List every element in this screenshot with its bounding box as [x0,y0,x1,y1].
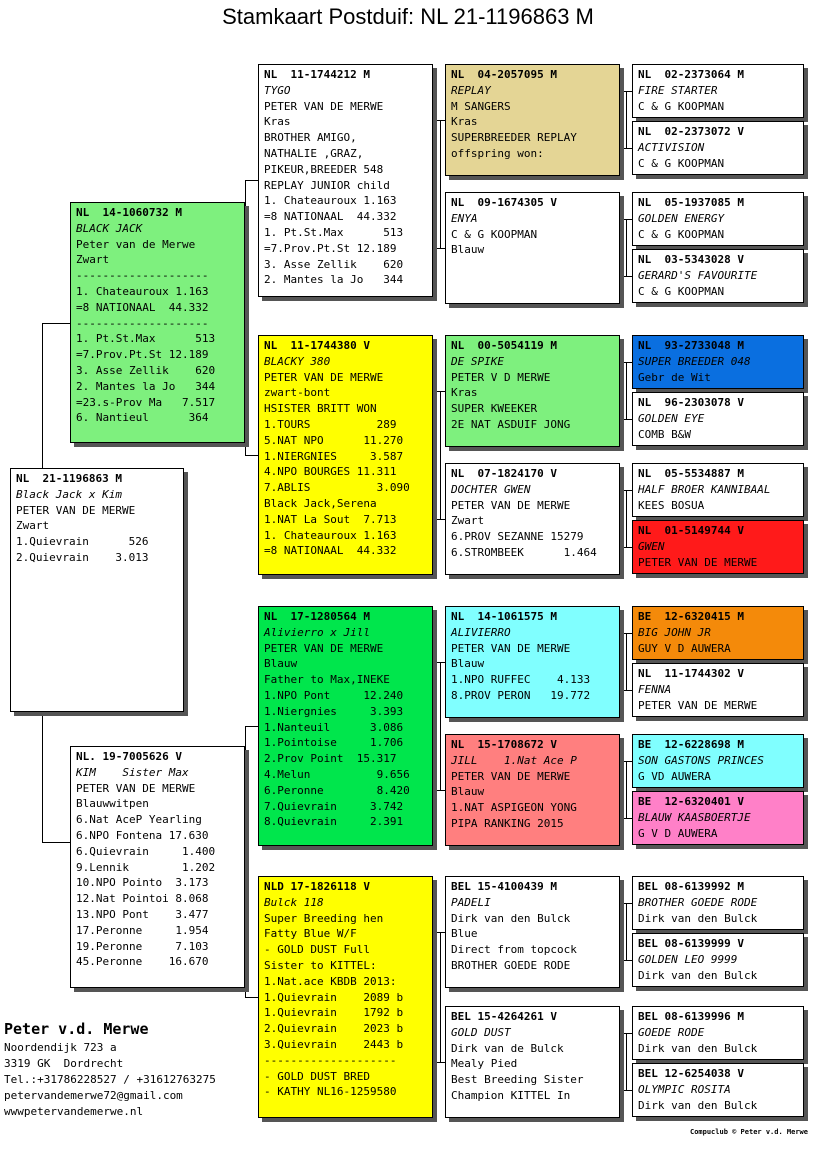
ring-number: BEL 08-6139996 M [638,1010,744,1023]
card-line: 7.ABLIS 3.090 [264,481,410,495]
ring-number: NL 11-1744302 V [638,667,744,680]
pedigree-card-g15 [632,1006,804,1060]
pedigree-card-g14 [632,933,804,987]
card-line: PETER VAN DE MERWE [264,641,384,655]
card-line: 2.Prov Point 15.317 [264,752,397,766]
connector-line [433,519,445,520]
card-line: HSISTER BRITT WON [264,402,377,416]
connector-line [433,790,445,791]
card-line: 12.Nat Pointoi 8.068 [76,892,209,906]
card-line: PETER VAN DE MERWE [451,498,571,512]
card-line: Dirk van den Bulck [638,1098,758,1112]
ring-number: NLD 17-1826118 V [264,880,370,893]
pedigree-card-subject [10,468,184,712]
connector-line [626,633,627,690]
connector-line [626,219,627,276]
pigeon-name: GERARD'S FAVOURITE [638,268,758,282]
pedigree-card-ss [258,64,433,297]
card-line: 13.NPO Pont 3.477 [76,907,209,921]
connector-line [245,726,246,997]
pedigree-card-g5 [632,335,804,389]
ring-number: NL 11-1744380 V [264,339,370,352]
card-line: -------------------- [264,1053,397,1067]
card-line: C & G KOOPMAN [638,99,725,113]
ring-number: NL 09-1674305 V [451,196,557,209]
card-line: 1. Pt.St.Max 513 [76,332,216,346]
card-line: 1.Quievrain 2089 b [264,990,404,1004]
connector-line [440,932,441,1062]
card-line: 1. Pt.St.Max 513 [264,225,404,239]
pedigree-card-g16 [632,1063,804,1117]
card-line: Dirk van den Bulck [638,1041,758,1055]
pedigree-card-sds [445,335,620,447]
pigeon-name: REPLAY [451,83,491,97]
ring-number: NL 03-5343028 V [638,253,744,266]
card-line: 5.NAT NPO 11.270 [264,433,404,447]
card-line: - KATHY NL16-1259580 [264,1085,397,1099]
pigeon-name: GOLDEN ENERGY [638,211,725,225]
pigeon-name: BLACK JACK [76,221,143,235]
card-line: 6.PROV SEZANNE 15279 [451,530,584,544]
breeder-contact [4,1018,216,1120]
connector-line [433,1062,445,1063]
pedigree-card-dsd [445,734,620,846]
card-line: 1. Chateauroux 1.163 [264,528,397,542]
ring-number: NL 96-2303078 V [638,396,744,409]
connector-line [42,712,43,842]
card-line: =23.s-Prov Ma 7.517 [76,395,216,409]
card-line: Dirk van den Bulck [451,911,571,925]
ring-number: NL 01-5149744 V [638,524,744,537]
card-line: Champion KITTEL In [451,1088,571,1102]
pedigree-card-g9 [632,606,804,660]
card-line: PIPA RANKING 2015 [451,816,564,830]
card-line: PETER VAN DE MERWE [76,781,196,795]
card-line: G VD AUWERA [638,769,711,783]
connector-line [620,276,632,277]
ring-number: NL 07-1824170 V [451,467,557,480]
ring-number: NL 02-2373064 M [638,68,744,81]
card-line: 19.Peronne 7.103 [76,939,209,953]
card-line: Kras [451,386,478,400]
pedigree-card-sd [258,335,433,575]
card-line: 1.Quievrain 1792 b [264,1006,404,1020]
card-line: 2. Mantes la Jo 344 [76,379,216,393]
connector-line [620,148,632,149]
card-line: 1.NPO Pont 12.240 [264,688,404,702]
card-line: Blauw [264,657,298,671]
card-line: =8 NATIONAAL 44.332 [264,544,397,558]
card-line: Gebr de Wit [638,370,711,384]
connector-line [433,120,445,121]
pigeon-name: ENYA [451,211,478,225]
card-line: 6.STROMBEEK 1.464 [451,545,597,559]
connector-line [433,662,445,663]
connector-line [626,903,627,960]
connector-line [620,547,632,548]
ring-number: NL 05-5534887 M [638,467,744,480]
connector-line [433,932,445,933]
connector-line [620,419,632,420]
connector-line [433,248,445,249]
card-line: KEES BOSUA [638,498,705,512]
ring-number: BEL 08-6139999 V [638,937,744,950]
card-line: Sister to KITTEL: [264,958,377,972]
card-line: 1.Nanteuil 3.086 [264,720,404,734]
card-line: Black Jack,Serena [264,496,377,510]
connector-line [620,960,632,961]
card-line: Zwart [76,253,110,267]
card-line: Blauw [451,657,485,671]
pigeon-name: SUPER BREEDER 048 [638,354,751,368]
pigeon-name: OLYMPIC ROSITA [638,1082,731,1096]
card-line: 1.NAT ASPIGEON YONG [451,801,577,815]
card-line: BROTHER AMIGO, [264,131,357,145]
card-line: 8.PROV PERON 19.772 [451,688,591,702]
card-line: 1.TOURS 289 [264,417,397,431]
card-line: NATHALIE ,GRAZ, [264,146,364,160]
card-line: GUY V D AUWERA [638,641,731,655]
pigeon-name: GOEDE RODE [638,1025,705,1039]
card-line: =8 NATIONAAL 44.332 [264,210,397,224]
pigeon-name: ACTIVISION [638,140,705,154]
pigeon-name: GOLD DUST [451,1025,511,1039]
pedigree-card-g8 [632,520,804,574]
pedigree-card-dds [445,876,620,988]
ring-number: NL 14-1061575 M [451,610,557,623]
card-line: - GOLD DUST Full [264,943,370,957]
connector-line [42,842,70,843]
card-line: 1. Chateauroux 1.163 [76,284,209,298]
card-line: PETER VAN DE MERWE [264,99,384,113]
card-line: PIKEUR,BREEDER 548 [264,162,384,176]
connector-line [42,323,43,469]
card-line: =8 NATIONAAL 44.332 [76,300,209,314]
card-line: 1. Chateauroux 1.163 [264,194,397,208]
card-line: Dirk van den Bulck [638,968,758,982]
card-line: 9.Lennik 1.202 [76,860,216,874]
card-line: 2.Quievrain 3.013 [16,550,149,564]
pigeon-name: GOLDEN LEO 9999 [638,952,738,966]
card-line: 1.Niergnies 3.393 [264,704,404,718]
card-line: Dirk van den Bulck [638,911,758,925]
pigeon-name: Black Jack x Kim [16,487,122,501]
ring-number: BEL 15-4100439 M [451,880,557,893]
card-line: 1.Quievrain 526 [16,535,149,549]
connector-line [245,455,258,456]
card-line: REPLAY JUNIOR child [264,178,390,192]
card-line: Father to Max,INEKE [264,673,390,687]
card-line: offspring won: [451,146,544,160]
card-line: 4.NPO BOURGES 11.311 [264,465,397,479]
pigeon-name: DOCHTER GWEN [451,482,531,496]
connector-line [620,690,632,691]
card-line: 2E NAT ASDUIF JONG [451,417,571,431]
ring-number: BE 12-6320415 M [638,610,744,623]
pedigree-card-sss [445,64,620,176]
card-line: 3. Asse Zellik 620 [76,363,216,377]
card-line: Fatty Blue W/F [264,927,357,941]
pedigree-card-g6 [632,392,804,446]
connector-line [245,997,258,998]
credit-text: Compuclub © Peter v.d. Merwe [689,1128,808,1136]
card-line: PETER VAN DE MERWE [451,769,571,783]
connector-line [620,1090,632,1091]
pedigree-card-ssd [445,192,620,304]
pigeon-name: FENNA [638,682,672,696]
pedigree-card-g1 [632,64,804,118]
pigeon-name: BIG JOHN JR [638,625,711,639]
ring-number: BE 12-6228698 M [638,738,744,751]
card-line: 1.NPO RUFFEC 4.133 [451,673,591,687]
pedigree-card-dam [70,746,245,988]
connector-line [440,391,441,519]
connector-line [440,120,441,248]
card-line: Blue [451,927,478,941]
card-line: PETER V D MERWE [451,370,551,384]
pigeon-name: FIRE STARTER [638,83,718,97]
connector-line [42,323,70,324]
pigeon-name: GOLDEN EYE [638,411,705,425]
ring-number: NL 15-1708672 V [451,738,557,751]
card-line: PETER VAN DE MERWE [16,503,136,517]
card-line: 4.Melun 9.656 [264,767,410,781]
card-line: BROTHER GOEDE RODE [451,958,571,972]
ring-number: NL 14-1060732 M [76,206,182,219]
card-line: 8.Quievrain 2.391 [264,815,404,829]
ring-number: BE 12-6320401 V [638,795,744,808]
email-link[interactable]: petervandemerwe72@gmail.com [4,1089,183,1102]
card-line: 2. Mantes la Jo 344 [264,273,404,287]
pedigree-card-ddd [445,1006,620,1118]
card-line: 45.Peronne 16.670 [76,955,209,969]
card-line: SUPERBREEDER REPLAY [451,131,577,145]
card-line: PETER VAN DE MERWE [638,698,758,712]
pigeon-name: GWEN [638,539,665,553]
connector-line [245,180,258,181]
card-line: PETER VAN DE MERWE [264,370,384,384]
pigeon-name: PADELI [451,895,491,909]
card-line: zwart-bont [264,386,331,400]
card-line: Dirk van de Bulck [451,1041,564,1055]
card-line: =7.Prov.Pt.St 12.189 [264,241,397,255]
card-line: 6.NPO Fontena 17.630 [76,828,209,842]
pedigree-card-dss [445,606,620,718]
pigeon-name: SON GASTONS PRINCES [638,753,764,767]
card-line: C & G KOOPMAN [451,227,538,241]
card-line: 3.Quievrain 2443 b [264,1037,404,1051]
ring-number: BEL 15-4264261 V [451,1010,557,1023]
card-line: Super Breeding hen [264,911,384,925]
pedigree-card-g2 [632,121,804,175]
card-line: -------------------- [76,269,209,283]
card-line: 6.Quievrain 1.400 [76,844,216,858]
ring-number: NL 02-2373072 V [638,125,744,138]
ring-number: BEL 08-6139992 M [638,880,744,893]
connector-line [626,362,627,419]
ring-number: NL. 19-7005626 V [76,750,182,763]
card-line: PETER VAN DE MERWE [451,641,571,655]
card-line: Direct from topcock [451,943,577,957]
address-line-2: 3319 GK Dordrecht [4,1057,124,1070]
pigeon-name: KIM Sister Max [76,765,189,779]
card-line: Blauw [451,243,485,257]
phone: Tel.:+31786228527 / +31612763275 [4,1073,216,1086]
card-line: Zwart [16,519,50,533]
card-line: C & G KOOPMAN [638,227,725,241]
pigeon-name: BLAUW KAASBOERTJE [638,810,751,824]
pedigree-card-g3 [632,192,804,246]
card-line: 10.NPO Pointo 3.173 [76,876,209,890]
breeder-name: Peter v.d. Merwe [4,1020,149,1038]
card-line: Best Breeding Sister [451,1073,584,1087]
connector-line [620,818,632,819]
pedigree-card-g7 [632,463,804,517]
card-line: Zwart [451,514,485,528]
pedigree-card-g13 [632,876,804,930]
pigeon-name: HALF BROER KANNIBAAL [638,482,771,496]
connector-line [245,726,258,727]
website-link[interactable]: wwwpetervandemerwe.nl [4,1105,144,1118]
card-line: =7.Prov.Pt.St 12.189 [76,348,209,362]
pigeon-name: TYGO [264,83,291,97]
ring-number: BEL 12-6254038 V [638,1067,744,1080]
card-line: 6. Nantieul 364 [76,411,209,425]
card-line: 1.Nat.ace KBDB 2013: [264,974,397,988]
ring-number: NL 17-1280564 M [264,610,370,623]
page-title: Stamkaart Postduif: NL 21-1196863 M [222,4,594,29]
connector-line [245,180,246,455]
card-line: Blauw [451,785,485,799]
connector-line [626,91,627,148]
card-line: C & G KOOPMAN [638,156,725,170]
card-line: 7.Quievrain 3.742 [264,799,404,813]
card-line: COMB B&W [638,427,691,441]
card-line: 1.NAT La Sout 7.713 [264,512,397,526]
card-line: 1.Pointoise 1.706 [264,736,404,750]
connector-line [626,490,627,547]
pedigree-card-dd [258,876,433,1118]
card-line: -------------------- [76,316,209,330]
connector-line [626,761,627,818]
card-line: Blauwwitpen [76,797,149,811]
card-line: 2.Quievrain 2023 b [264,1022,404,1036]
card-line: 17.Peronne 1.954 [76,923,209,937]
card-line: G V D AUWERA [638,826,718,840]
card-line: 1.NIERGNIES 3.587 [264,449,404,463]
card-line: M SANGERS [451,99,511,113]
pedigree-card-g10 [632,663,804,717]
card-line: 6.Peronne 8.420 [264,783,410,797]
ring-number: NL 04-2057095 M [451,68,557,81]
ring-number: NL 00-5054119 M [451,339,557,352]
connector-line [440,662,441,790]
card-line: SUPER KWEEKER [451,402,538,416]
card-line: 6.Nat AceP Yearling [76,813,202,827]
card-line: C & G KOOPMAN [638,284,725,298]
pedigree-card-sdd [445,463,620,575]
connector-line [626,1033,627,1090]
card-line: 3. Asse Zellik 620 [264,257,404,271]
connector-line [433,391,445,392]
ring-number: NL 05-1937085 M [638,196,744,209]
pedigree-card-g11 [632,734,804,788]
ring-number: NL 93-2733048 M [638,339,744,352]
pedigree-card-sire [70,202,245,443]
address-line-1: Noordendijk 723 a [4,1041,117,1054]
ring-number: NL 11-1744212 M [264,68,370,81]
card-line: Mealy Pied [451,1057,518,1071]
pigeon-name: ALIVIERRO [451,625,511,639]
pedigree-card-g12 [632,791,804,845]
pigeon-name: BLACKY 380 [264,354,331,368]
card-line: - GOLD DUST BRED [264,1069,370,1083]
pedigree-card-g4 [632,249,804,303]
ring-number: NL 21-1196863 M [16,472,122,485]
pigeon-name: DE SPIKE [451,354,504,368]
pigeon-name: JILL 1.Nat Ace P [451,753,577,767]
pigeon-name: BROTHER GOEDE RODE [638,895,758,909]
pigeon-name: Alivierro x Jill [264,625,370,639]
card-line: Kras [451,115,478,129]
pedigree-card-ds [258,606,433,846]
card-line: Kras [264,115,291,129]
card-line: Peter van de Merwe [76,237,196,251]
card-line: PETER VAN DE MERWE [638,555,758,569]
pigeon-name: Bulck 118 [264,895,324,909]
